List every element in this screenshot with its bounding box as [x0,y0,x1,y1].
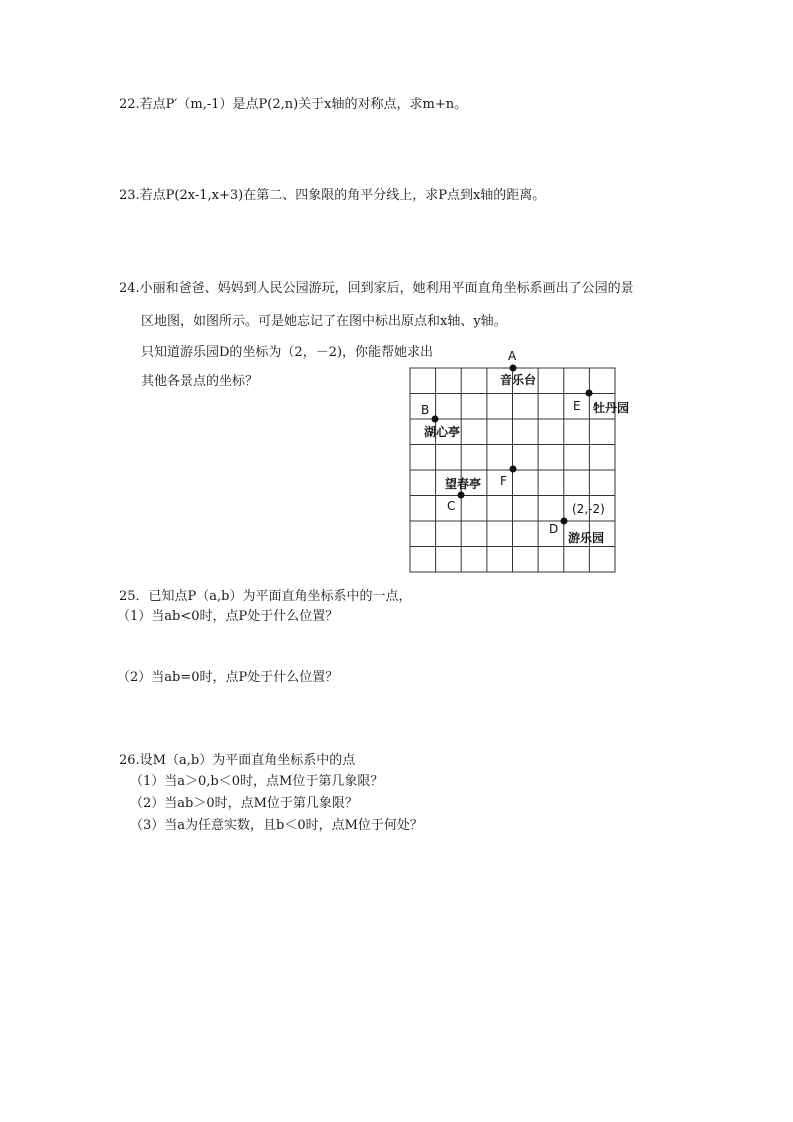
point-a-name: 音乐台 [500,373,537,387]
point-c-letter: C [447,499,456,513]
point-d-letter: D [549,522,559,536]
point-b-dot [432,416,439,423]
point-a-dot [510,365,517,372]
point-e-name: 牡丹园 [593,401,630,415]
point-c-dot [458,492,465,499]
question-22: 22.若点P′（m,-1）是点P(2,n)关于x轴的对称点，求m+n。 [119,97,468,112]
point-a-letter: A [508,349,517,363]
question-25-part2: （2）当ab=0时，点P处于什么位置？ [117,670,339,685]
point-b-name: 湖心亭 [424,425,461,439]
point-c-name: 望春亭 [445,477,482,491]
question-26-stem: 26.设M（a,b）为平面直角坐标系中的点 [119,753,356,768]
map-grid [410,368,615,572]
question-24-line3: 只知道游乐园D的坐标为（2，－2)，你能帮她求出 [141,345,434,360]
point-f-dot [510,466,517,473]
point-e-dot [586,390,593,397]
question-25-part1: （1）当ab<0时，点P处于什么位置？ [117,609,339,624]
question-26-part1: （1）当a＞0,b＜0时，点M位于第几象限？ [130,774,384,789]
point-d-dot [561,518,568,525]
question-25-stem: 25．已知点P（a,b）为平面直角坐标系中的一点， [119,589,412,604]
question-24-line4: 其他各景点的坐标？ [141,374,259,389]
question-23: 23.若点P(2x-1,x+3)在第二、四象限的角平分线上，求P点到x轴的距离。 [119,188,546,203]
point-f-letter: F [500,474,507,488]
point-b-letter: B [421,403,430,417]
question-24-line2: 区地图，如图所示。可是她忘记了在图中标出原点和x轴、y轴。 [141,314,507,329]
question-26-part2: （2）当ab＞0时，点M位于第几象限？ [130,796,358,811]
point-d-coord: (2,-2) [572,502,605,516]
question-26-part3: （3）当a为任意实数，且b＜0时，点M位于何处？ [130,818,423,833]
point-e-letter: E [573,399,581,413]
point-d-name: 游乐园 [568,531,605,545]
question-24-line1: 24.小丽和爸爸、妈妈到人民公园游玩，回到家后，她利用平面直角坐标系画出了公园的景 [119,281,634,296]
